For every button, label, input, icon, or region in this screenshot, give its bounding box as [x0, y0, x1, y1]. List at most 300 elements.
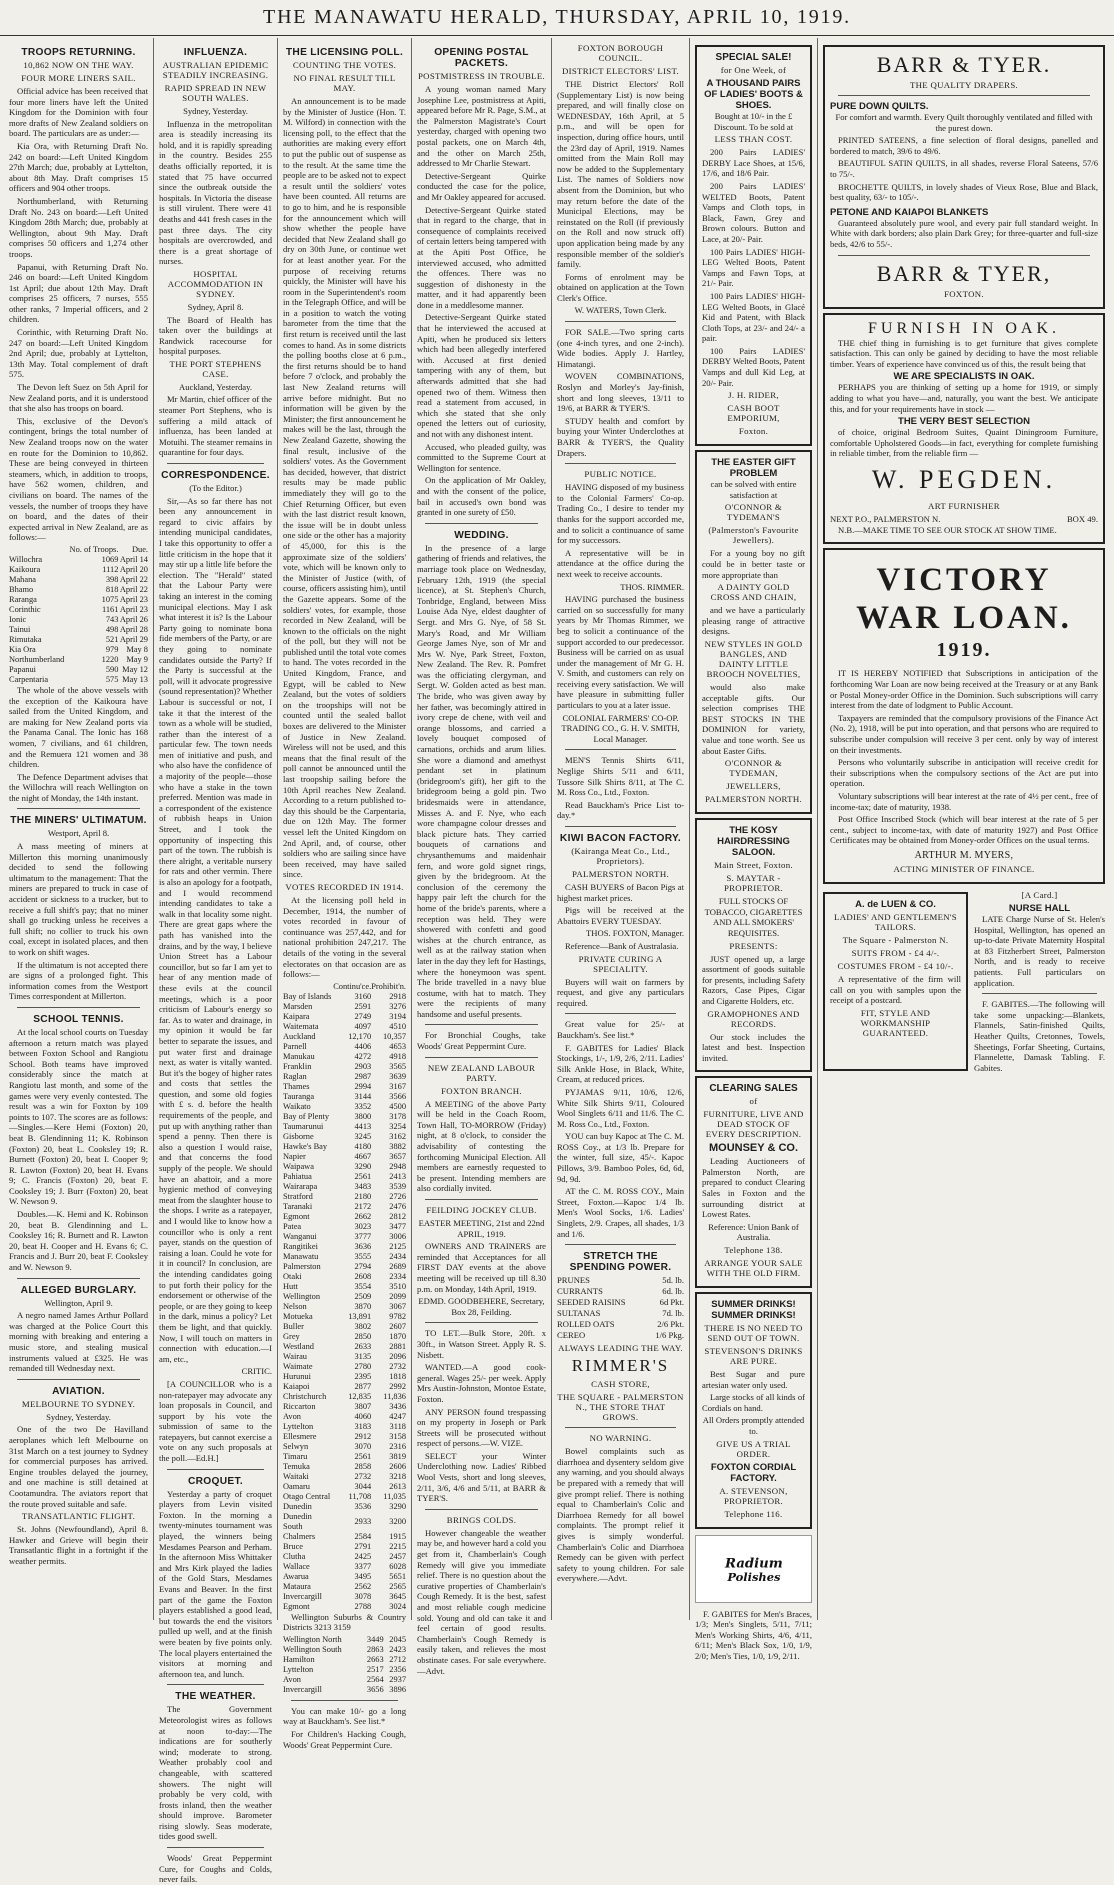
advert-subheading: (Palmerston's Favourite Jewellers). — [708, 525, 799, 546]
table-cell: 2994 — [354, 1081, 372, 1091]
table-cell: 3178 — [389, 1111, 406, 1121]
divider — [17, 1278, 140, 1279]
table-cell: 3436 — [389, 1401, 406, 1411]
table-cell: 2689 — [389, 1261, 406, 1271]
poll-table-continued — [283, 1635, 406, 1695]
table-cell: 2918 — [389, 991, 406, 1001]
advert-body: IT IS HEREBY NOTIFIED that Subscriptions in anticipation of the forthcoming War Loan are now being received at the Treasury or at any Bank or Postal Money-order Office in the Dominion. Such subscriptions will carry interest from the date of lodgment to Public Account. — [830, 668, 1098, 711]
table-cell: Temuka — [283, 1461, 310, 1471]
table-cell: Avon — [283, 1674, 301, 1684]
table-cell: Avon — [283, 1411, 301, 1421]
advert-subheading: GRAMOPHONES AND RECORDS. — [707, 1008, 800, 1029]
table-row — [9, 565, 148, 575]
price-list — [557, 1275, 684, 1341]
table-cell: Tauranga — [283, 1091, 315, 1101]
table-row — [283, 1552, 406, 1562]
classified-ad: FOR SALE.—Two spring carts (one 4-inch tyres, and one 2-inch). Wide bodies. Apply J. Hartley, Himatangi. — [557, 327, 684, 369]
classified-ad: SELECT your Winter Underclothing now. Ladies' Ribbed Wool Vests, short and long sleeves, 2/11, 3/6, 4/6 and 5/11, at BARR & TYER'S. — [417, 1450, 546, 1504]
table-cell: 3566 — [389, 1091, 406, 1101]
table-cell: April 26 — [119, 614, 148, 624]
advert-signature: Foxton. — [738, 426, 769, 437]
advert-body: Bought at 10/- in the £ Discount. To be sold at — [713, 111, 794, 132]
table-cell: 2172 — [354, 1201, 372, 1211]
table-cell: 12,170 — [348, 1031, 372, 1041]
advert-subheading: COSTUMES FROM - £4 10/-. — [837, 960, 954, 971]
article-paragraph: Mr Martin, chief officer of the steamer Port Stephens, who is suffering a mild attack of influenza, has been landed at Motuihi. The steamer remains in quarantine for four days. — [159, 394, 272, 458]
table-cell: Thames — [283, 1081, 310, 1091]
table-header-row — [9, 545, 148, 555]
table-cell: 3870 — [354, 1301, 372, 1311]
table-cell: 2749 — [354, 1011, 372, 1021]
table-row — [283, 1542, 406, 1552]
table-cell: 2565 — [389, 1581, 406, 1591]
table-cell: 2457 — [389, 1551, 406, 1561]
table-cell: 3024 — [389, 1601, 406, 1611]
table-cell: Raglan — [283, 1071, 307, 1081]
table-row — [283, 1122, 406, 1132]
article-paragraph: Corinthic, with Returning Draft No. 247 on board:—Left United Kingdom 2nd April; due, probably at Lyttelton, 13th May. Total complement of draft 575. — [9, 327, 148, 380]
advert-heading: KIWI BACON FACTORY. — [559, 833, 682, 844]
de-luen-advert-box — [823, 892, 968, 1071]
table-row — [9, 675, 148, 685]
table-cell: Oamaru — [283, 1481, 310, 1491]
price-row — [557, 1330, 684, 1341]
advert-subheading: THERE IS NO NEED TO SEND OUT OF TOWN. — [704, 1323, 803, 1344]
advert-signature: J. H. RIDER, — [728, 390, 779, 401]
divider — [291, 1700, 398, 1701]
table-row — [283, 1062, 406, 1072]
table-cell: 2850 — [354, 1331, 372, 1341]
table-cell: Raranga — [9, 594, 37, 604]
table-row — [283, 1635, 406, 1645]
table-cell: Waitaki — [283, 1471, 309, 1481]
advert-body: would also make acceptable gifts. Our selection comprises THE BEST STOCKS IN THE DOMINION for variety, value and tone worth. See us about Easter Gifts. — [702, 682, 805, 756]
article-paragraph: Detective-Sergeant Quirke stated that he interviewed the accused at Apiti, when he produced six letters which had been allegedly interfered with. Accused at first denied tampering with any of them, but afterwards admitted that she had opened two of them. Witness then read a statement from accused, in which she stated that she only opened the letters out of curiosity, and not with any dishonest intent. — [417, 312, 546, 439]
table-cell: 3183 — [354, 1421, 372, 1431]
advert-heading: STRETCH THE SPENDING POWER. — [569, 1251, 672, 1274]
table-cell: 590 — [105, 664, 119, 674]
advert-subheading: A. STEVENSON, PROPRIETOR. — [719, 1485, 788, 1506]
price-value: 5d. lb. — [662, 1275, 684, 1286]
table-cell: 1915 — [389, 1531, 406, 1541]
price-row — [557, 1297, 684, 1308]
divider — [565, 826, 676, 827]
table-cell: 6028 — [389, 1561, 406, 1571]
advert-subheading: LESS THAN COST. — [714, 134, 793, 145]
table-cell: Taumarunui — [283, 1121, 324, 1131]
table-row — [283, 1212, 406, 1222]
table-cell: 3636 — [354, 1241, 372, 1251]
classified-ad: MEN'S Tennis Shirts 6/11, Neglige Shirts 5/11 and 6/11, Tussore Silk Shirts 8/11, at The C. M. Ross Co., Ltd., Foxton. — [557, 755, 684, 798]
article-paragraph: One of the two De Havilland aeroplanes which left Melbourne on 31st March on a test journey to Sydney for commercial purposes has arrived. Engine troubles delayed the journey, and one machine is still detained at Cootamundra. The aviators report that the route proved suitable and safe. — [9, 1424, 148, 1509]
advert-body: Post Office Inscribed Stock (which will bear interest at the rate of 5 per cent., subject to income-tax, with date of maturity 1927) and Post Office Certificates may be obtained from Money-order Offices on the usual terms. — [830, 814, 1098, 846]
table-cell: Ionic — [9, 614, 27, 624]
table-cell: 2413 — [389, 1171, 406, 1181]
article-paragraph: The Board of Health has taken over the buildings at Randwick racecourse for hospital purposes. — [159, 314, 272, 357]
article-paragraph: Detective-Sergeant Quirke conducted the case for the police, and Mr Oakley appeared for accused. — [417, 170, 546, 202]
table-cell: Dunedin — [283, 1501, 312, 1511]
table-cell: 3006 — [389, 1231, 406, 1241]
table-cell: Hutt — [283, 1281, 298, 1291]
article-paragraph: Doubles.—K. Hemi and K. Robinson 20, beat B. Glendinning and L. Cooksley 16; R. Burnett and R. Lawton 20, beat H. Cooper and H. Evans 6; C. Francis and J. Burr 20, beat F. Cooksley and W. Newson 9. — [9, 1209, 148, 1273]
boot-item: 200 Pairs LADIES' DERBY Lace Shoes, at 15/6, 17/6, and 18/6 Pair. — [702, 147, 805, 179]
classified-ad: WOVEN COMBINATIONS, Roslyn and Morley's Jay-finish, short and long sleeves, 13/11 to 19/6, at BARR & TYER'S. — [557, 371, 684, 414]
table-cell: 3882 — [389, 1141, 406, 1151]
advert-subheading: PRESENTS: — [729, 940, 778, 951]
table-cell: Pahiatua — [283, 1171, 312, 1181]
table-cell: 2334 — [389, 1271, 406, 1281]
table-header: No. of Troops. — [69, 544, 119, 554]
radium-polishes-logo-art — [701, 1539, 807, 1599]
advert-heading: FOXTON BOROUGH COUNCIL. — [577, 43, 664, 63]
table-cell: 3245 — [354, 1131, 372, 1141]
table-cell: 2812 — [389, 1211, 406, 1221]
table-cell: Westland — [283, 1341, 314, 1351]
table-row — [283, 1272, 406, 1282]
table-row — [283, 1002, 406, 1012]
dateline: Sydney, Yesterday. — [46, 1411, 111, 1422]
table-row — [283, 992, 406, 1002]
table-cell: 12,835 — [348, 1391, 372, 1401]
subheadline: MELBOURNE TO SYDNEY. — [21, 1398, 136, 1409]
table-cell: 3539 — [389, 1181, 406, 1191]
table-cell: Egmont — [283, 1601, 310, 1611]
table-cell: 3070 — [354, 1441, 372, 1451]
mounsey-advert-box — [695, 1076, 812, 1288]
subheadline: VOTES RECORDED IN 1914. — [285, 881, 404, 892]
table-cell: Manukau — [283, 1051, 315, 1061]
easter-gift-advert-box — [695, 450, 812, 814]
table-row — [283, 1012, 406, 1022]
boot-item-list — [702, 147, 805, 388]
table-cell: 10,357 — [382, 1031, 406, 1041]
table-cell: 575 — [105, 674, 119, 684]
advert-heading: BRINGS COLDS. — [446, 1514, 517, 1525]
divider — [425, 1057, 538, 1058]
table-cell: 4653 — [389, 1041, 406, 1051]
column-6 — [690, 38, 818, 1661]
table-row — [283, 1252, 406, 1262]
table-row — [9, 645, 148, 655]
table-cell: Motueka — [283, 1311, 313, 1321]
classified-ad: Read Bauckham's Price List to-day.* — [557, 799, 684, 821]
subheadline: FOUR MORE LINERS SAIL. — [21, 73, 136, 83]
table-cell: 3510 — [389, 1281, 406, 1291]
table-cell: 3802 — [354, 1321, 372, 1331]
article-paragraph: The Government Meteorologist wires as follows at noon to-day:—The indications are for southerly wind; moderate to strong. Weather probably cool and changeable, with scattered showers. The night will probably be very cold, with frosts inland, then the weather should improve. Barometer rising slowly. Seas moderate, tides good swell. — [159, 1704, 272, 1842]
advert-subheading: ARRANGE YOUR SALE WITH THE OLD FIRM. — [704, 1258, 803, 1279]
table-row — [9, 555, 148, 565]
table-cell: April 23 — [119, 604, 148, 614]
table-cell: 1818 — [389, 1371, 406, 1381]
table-cell: Rimutaka — [9, 634, 42, 644]
table-cell: 2606 — [389, 1461, 406, 1471]
advert-subheading: FOXTON BRANCH. — [441, 1085, 522, 1096]
headline: ALLEGED BURGLARY. — [20, 1284, 137, 1296]
table-cell: April 23 — [119, 594, 148, 604]
price-value: 2/6 Pkt. — [657, 1319, 684, 1330]
table-cell: 4060 — [354, 1411, 372, 1421]
table-cell: 3565 — [389, 1061, 406, 1071]
advert-body: Forms of enrolment may be obtained on application at the Town Clerk's Office. — [557, 271, 684, 303]
table-cell: Manawatu — [283, 1251, 319, 1261]
advert-body: Persons who voluntarily subscribe in anticipation will receive credit for their subscriptions when the compulsory sections of the Act are put into operation. — [830, 757, 1098, 789]
price-value: 1/6 Pkg. — [655, 1330, 684, 1341]
table-row — [9, 605, 148, 615]
table-cell: Mahana — [9, 574, 36, 584]
table-cell: Marsden — [283, 1001, 313, 1011]
table-cell: 3023 — [354, 1221, 372, 1231]
advert-heading: SUMMER DRINKS! SUMMER DRINKS! — [711, 1299, 796, 1322]
advert-subheading: THE SQUARE - PALMERSTON N., THE STORE THAT GROWS. — [557, 1392, 684, 1423]
advert-subheading: [A Card.] — [1021, 889, 1058, 900]
advert-body: Voluntary subscriptions will bear interest at the rate of 4½ per cent., free of income-tax; date of maturity, 1938. — [830, 791, 1098, 812]
advert-subheading: GIVE US A TRIAL ORDER. — [716, 1438, 791, 1459]
advert-line: You can make 10/- go a long way at Bauckham's. See list.* — [283, 1705, 406, 1727]
advert-body: BEAUTIFUL SATIN QUILTS, in all shades, reverse Floral Sateens, 57/6 to 75/-. — [830, 158, 1098, 179]
advert-subheading: S. MAYTAR - PROPRIETOR. — [723, 873, 784, 894]
table-row — [283, 1452, 406, 1462]
advert-signature: COLONIAL FARMERS' CO-OP. TRADING CO., G. H. V. SMITH, Local Manager. — [561, 712, 680, 744]
subheadline: NO FINAL RESULT TILL MAY. — [293, 73, 396, 93]
table-cell: 3819 — [389, 1451, 406, 1461]
table-cell: 3645 — [389, 1591, 406, 1601]
advert-body: Large stocks of all kinds of Cordials on hand. — [702, 1392, 805, 1413]
table-cell: Clutha — [283, 1551, 306, 1561]
table-row — [283, 1072, 406, 1082]
table-cell: 2561 — [354, 1451, 372, 1461]
table-row — [9, 625, 148, 635]
table-cell: Ellesmere — [283, 1431, 317, 1441]
article-paragraph: The Defence Department advises that the Willochra will reach Wellington on the night of Monday, the 14th instant. — [9, 771, 148, 803]
advert-body: A representative of the firm will call on you with samples upon the receipt of a postcard. — [830, 973, 961, 1006]
table-cell: 3276 — [389, 1001, 406, 1011]
table-row — [283, 1582, 406, 1592]
table-header — [283, 982, 333, 992]
table-cell: 2933 — [354, 1516, 372, 1526]
table-cell: 3078 — [354, 1591, 372, 1601]
divider — [982, 993, 1097, 994]
article-paragraph: A mass meeting of miners at Millerton this morning unanimously decided to send the following ultimatum to the management: That the miners are prepared to truck in case of accident or sickness to a trucker, but to receive a full shift's pay; that no miner shall go trucking unless he receives a full shift; no collier to truck his own coal, except in isolated places, and then to work on shift wages. — [9, 841, 148, 957]
headline: AVIATION. — [52, 1385, 105, 1397]
headline: CORRESPONDENCE. — [161, 470, 270, 482]
table-row — [283, 1392, 406, 1402]
advert-subheading: Telephone 116. — [724, 1508, 783, 1519]
table-row — [283, 1172, 406, 1182]
table-row — [9, 655, 148, 665]
article-paragraph: Kia Ora, with Returning Draft No. 242 on board:—Left United Kingdom 27th March; due, probably at Lyttelton, about 8th May. Draft comprises 15 officers and 904 other troops. — [9, 140, 148, 194]
table-cell: Bruce — [283, 1541, 303, 1551]
table-row — [283, 1562, 406, 1572]
classified-ad: ANY PERSON found trespassing on my property in Joseph or Park Streets will be prosecuted without respect of persons.—W. VIZE. — [417, 1406, 546, 1449]
divider — [838, 95, 1090, 96]
table-row — [283, 1102, 406, 1112]
table-cell: Invercargill — [283, 1591, 322, 1601]
table-cell: Franklin — [283, 1061, 312, 1071]
price-item: CURRANTS — [557, 1286, 603, 1297]
price-row — [557, 1319, 684, 1330]
table-row — [283, 1322, 406, 1332]
divider — [838, 255, 1090, 256]
table-row — [283, 1312, 406, 1322]
table-cell: Papanui — [9, 664, 36, 674]
boot-item: 100 Pairs LADIES' HIGH-LEG Welted Boots, in Glacé Kid and Patent, with Black Cloth Tops, at 23/- and 24/- a pair. — [702, 290, 805, 344]
divider — [167, 1469, 264, 1470]
table-row — [283, 1362, 406, 1372]
divider — [565, 1244, 676, 1245]
divider — [425, 1322, 538, 1323]
table-cell: Patea — [283, 1221, 302, 1231]
table-row — [283, 1442, 406, 1452]
table-cell: Waimate — [283, 1361, 313, 1371]
advert-heading: CLEARING SALES — [709, 1083, 798, 1095]
table-cell: Christchurch — [283, 1391, 327, 1401]
table-cell: Willochra — [9, 554, 43, 564]
table-cell: 3555 — [354, 1251, 372, 1261]
advert-heading: SPECIAL SALE! — [715, 52, 792, 63]
table-row — [283, 1032, 406, 1042]
table-cell: 2316 — [389, 1441, 406, 1451]
table-cell: 4406 — [354, 1041, 372, 1051]
divider — [565, 463, 676, 464]
table-cell: Awarua — [283, 1571, 309, 1581]
table-cell: 2788 — [354, 1601, 372, 1611]
table-cell: Carpentaria — [9, 674, 49, 684]
table-cell: 3807 — [354, 1401, 372, 1411]
advert-subheading: STEVENSON'S DRINKS ARE PURE. — [704, 1346, 803, 1367]
dateline: Westport, April 8. — [47, 828, 110, 839]
table-cell: 3162 — [389, 1131, 406, 1141]
article-paragraph: At the licensing poll held in December, 1914, the number of votes recorded in favour of continuance was 257,442, and for national prohibition 247,217. The details of the voting in the several electorates on that occasion are as follows:— — [283, 894, 406, 980]
advert-subheading: DISTRICT ELECTORS' LIST. — [561, 66, 680, 76]
advert-body: PRINTED SATEENS, a fine selection of floral designs, panelled and bordered to match, 39/6 to 49/6. — [830, 135, 1098, 156]
table-cell: Wellington — [283, 1291, 321, 1301]
table-cell: 2045 — [389, 1634, 406, 1644]
table-cell: 11,836 — [383, 1391, 406, 1401]
table-cell: 2948 — [389, 1161, 406, 1171]
table-cell: Palmerston — [283, 1261, 321, 1271]
table-cell: 3067 — [389, 1301, 406, 1311]
troopship-table — [9, 545, 148, 685]
advert-signature: W. WATERS, Town Clerk. — [574, 305, 667, 316]
advert-heading: W. PEGDEN. — [871, 464, 1057, 494]
advert-heading: PETONE AND KAIAPOI BLANKETS — [830, 206, 989, 218]
classified-ad: F. GABITES for Ladies' Black Stockings, 1/-, 1/9, 2/6, 2/11. Ladies' Silk Ankle Hose, in Black, White, Cream, at reduced prices. — [557, 1042, 684, 1085]
classified-ad: Great value for 25/- at Bauckham's. See list.* — [557, 1019, 684, 1040]
table-cell: 2663 — [366, 1654, 384, 1664]
advert-body: Reference: Union Bank of Australia. — [708, 1221, 799, 1243]
table-row — [9, 665, 148, 675]
table-row — [283, 1262, 406, 1272]
price-item: PRUNES — [557, 1275, 590, 1286]
headline: INFLUENZA. — [183, 47, 248, 58]
table-cell: Selwyn — [283, 1441, 309, 1451]
table-cell: 1161 — [101, 604, 119, 614]
price-item: ROLLED OATS — [557, 1319, 615, 1330]
advert-subheading: ALWAYS LEADING THE WAY. — [558, 1343, 683, 1354]
minister-signature: ARTHUR M. MYERS, — [914, 849, 1014, 861]
table-cell: 1069 — [101, 554, 119, 564]
divider — [17, 1379, 140, 1380]
advert-subheading: CASH STORE, — [591, 1379, 650, 1390]
subheadline: 10,862 NOW ON THE WAY. — [23, 60, 134, 70]
price-value: 6d Pkt. — [659, 1297, 684, 1308]
advert-body: A MEETING of the above Party will be held in the Coach Room, Town Hall, TO-MORROW (Friday) night, at 8 o'clock, to consider the advisability of contesting the forthcoming Municipal Election. All members are earnestly requested to be present. Intending members are also cordially invited. — [417, 1098, 546, 1194]
table-row — [283, 1372, 406, 1382]
table-cell: 979 — [105, 644, 119, 654]
table-cell: 2509 — [354, 1291, 372, 1301]
table-cell: 3200 — [389, 1516, 406, 1526]
subheadline: TRANSATLANTIC FLIGHT. — [21, 1511, 136, 1522]
table-row — [283, 1532, 406, 1542]
classified-ad: TO LET.—Bulk Store, 20ft. x 30ft., in Watson Street. Apply R. S. Nisbett. — [417, 1328, 546, 1360]
table-cell: 3495 — [354, 1571, 372, 1581]
table-cell: Bhamo — [9, 584, 34, 594]
table-cell: April 20 — [119, 564, 148, 574]
table-cell: Mataura — [283, 1581, 311, 1591]
table-cell: 1112 — [102, 564, 119, 574]
table-header: Due. — [131, 544, 148, 554]
table-row — [283, 1182, 406, 1192]
advert-signature: JEWELLERS, — [726, 781, 781, 792]
table-cell: Buller — [283, 1321, 304, 1331]
table-cell: 3477 — [389, 1221, 406, 1231]
advert-subheading: O'CONNOR & TYDEMAN'S — [724, 502, 783, 523]
table-cell: Gisborne — [283, 1131, 314, 1141]
price-item: SULTANAS — [557, 1308, 601, 1319]
headline: THE WEATHER. — [175, 1691, 256, 1703]
table-cell: 2877 — [354, 1381, 372, 1391]
table-cell: 521 — [105, 634, 119, 644]
table-cell: 3158 — [389, 1431, 406, 1441]
table-cell: Bay of Plenty — [283, 1111, 330, 1121]
price-row — [557, 1308, 684, 1319]
advert-heading: NEW ZEALAND LABOUR PARTY. — [427, 1062, 536, 1083]
classified-ad: AT the C. M. ROSS COY., Main Street, Foxton.—Kapoc 1/4 lb. Men's Wool Socks, 1/6. Ladies' Singlets, 2/9. Crapes, all shades, 1/3 and 1/6. — [557, 1186, 684, 1239]
advert-subheading: THE VERY BEST SELECTION — [898, 416, 1030, 428]
address-text: NEXT P.O., PALMERSTON N. — [830, 513, 941, 524]
advert-subheading: for One Week, of — [720, 65, 787, 75]
advert-heading: NURSE HALL — [1008, 902, 1071, 914]
table-cell: 2780 — [354, 1361, 372, 1371]
table-cell: 4510 — [389, 1021, 406, 1031]
advert-body: Guaranteed absolutely pure wool, and every pair full standard weight. In White with dark borders; also plain Dark Grey; for three-quarter and full-size beds, 42/6 to 55/-. — [830, 217, 1098, 249]
table-cell: 3777 — [354, 1231, 372, 1241]
table-cell: Riccarton — [283, 1401, 316, 1411]
table-cell: 2215 — [389, 1541, 406, 1551]
table-cell: Otaki — [283, 1271, 302, 1281]
table-cell: 1075 — [101, 594, 119, 604]
table-cell: 2564 — [366, 1674, 384, 1684]
poll-table — [283, 982, 406, 1612]
table-cell: 3290 — [354, 1161, 372, 1171]
table-row — [283, 1112, 406, 1122]
table-row — [283, 1232, 406, 1242]
editor-note: [A COUNCILLOR who is a non-ratepayer may advocate any loan proposals in Council, and support by his vote the submission of same to the ratepayers, but cannot exercise a vote on any such proposals at the poll.—Ed.H.] — [159, 1378, 272, 1464]
boot-item: 100 Pairs LADIES' HIGH-LEG Welted Boots, Patent Vamps and Fawn Tops, at 21/- Pair. — [702, 246, 805, 289]
table-cell: Wairau — [283, 1351, 307, 1361]
advert-body: and we have a particularly pleasing range of attractive designs. — [702, 605, 805, 637]
advert-body: Taxpayers are reminded that the compulsory provisions of the Finance Act (No. 2), 1918, will be put into operation, and that persons who are required to subscribe under compulsion will receive 3 per cent. only by way of interest on their investments. — [830, 712, 1098, 755]
advert-subheading: (Kairanga Meat Co., Ltd., Proprietors). — [571, 846, 670, 866]
table-cell: 3657 — [389, 1151, 406, 1161]
table-row — [283, 1482, 406, 1492]
table-cell: 4918 — [389, 1051, 406, 1061]
advert-subheading: ART FURNISHER — [928, 500, 1000, 511]
table-cell: 3639 — [389, 1071, 406, 1081]
war-loan-year: 1919. — [936, 639, 992, 662]
advert-body: Bowel complaints such as diarrhoea and dysentery seldom give any warning, and you should always be prepared with a remedy that will give prompt relief. There is nothing equal to Chamberlain's Colic and Diarrhoea Remedy for all bowel complaints. The prompt relief it gives is simply wonderful. Chamberlain's Colic and Diarrhoea Remedy can be given with perfect safety to young children. For sale everywhere.—Advt. — [557, 1446, 684, 1584]
